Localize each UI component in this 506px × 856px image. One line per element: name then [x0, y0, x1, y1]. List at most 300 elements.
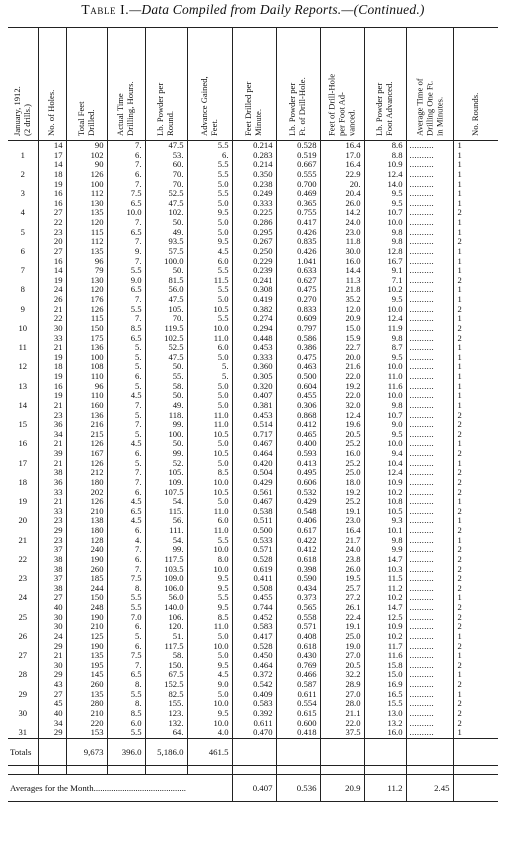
table-cell: 9.1 [364, 266, 406, 276]
table-cell: 2 [453, 468, 498, 478]
table-cell: 9.5 [187, 603, 232, 613]
table-cell: 14 [38, 160, 66, 170]
table-cell: 10.0 [187, 478, 232, 488]
column-header-line: No. Rounds. [469, 92, 480, 136]
table-cell: 5 [20, 227, 25, 237]
table-cell: 23 [38, 536, 66, 546]
table-cell: 2 [453, 555, 498, 565]
column-header [66, 28, 107, 141]
table-cell: 16.5 [364, 690, 406, 700]
table-cell: 55. [145, 372, 187, 382]
table-cell: 19.2 [320, 382, 364, 392]
table-cell: 10.2 [364, 488, 406, 498]
table-cell: 6.0 [187, 343, 232, 353]
table-cell: 6 [20, 246, 25, 256]
table-cell: 0.409 [232, 690, 276, 700]
table-cell: 6. [107, 449, 145, 459]
table-cell: 27.0 [320, 651, 364, 661]
table-cell: 117.5 [145, 642, 187, 652]
table-cell: 11.6 [364, 651, 406, 661]
table-cell: 21 [38, 305, 66, 315]
table-cell [8, 199, 38, 209]
table-cell: 5.0 [187, 497, 232, 507]
table-row [8, 334, 498, 344]
table-cell: 2 [453, 526, 498, 536]
table-cell: 7. [107, 141, 145, 151]
table-cell: 5.0 [187, 295, 232, 305]
column-header-line: (2 drills.) [21, 104, 32, 136]
column-header-label [77, 102, 97, 136]
table-cell: 5. [107, 430, 145, 440]
table-cell: 1 [453, 401, 498, 411]
table-cell: 0.455 [232, 593, 276, 603]
table-cell: 22.0 [320, 372, 364, 382]
table-cell: 105. [145, 468, 187, 478]
table-cell: 0.407 [232, 391, 276, 401]
table-cell: .......... [406, 391, 453, 401]
table-cell: 23.8 [320, 555, 364, 565]
table-cell: 33 [38, 507, 66, 517]
table-row [8, 305, 498, 315]
table-cell: 1 [453, 266, 498, 276]
table-cell: 0.448 [232, 334, 276, 344]
table-row [8, 670, 498, 680]
table-cell: 0.604 [276, 382, 320, 392]
table-cell: 106.0 [145, 584, 187, 594]
table-cell: .......... [406, 468, 453, 478]
table-row [8, 536, 498, 546]
table-cell: 21.7 [320, 536, 364, 546]
table-cell: 220 [66, 719, 107, 729]
table-cell: 30 [38, 661, 66, 671]
totals-label: Totals [8, 738, 38, 765]
totals-cell [453, 738, 498, 765]
table-cell: 9.5 [364, 295, 406, 305]
table-cell: 210 [66, 622, 107, 632]
table-cell: 7.5 [107, 189, 145, 199]
table-cell: 19.1 [320, 507, 364, 517]
table-cell [8, 488, 38, 498]
table-cell: 21 [38, 459, 66, 469]
table-cell: 1 [453, 218, 498, 228]
table-cell: 19.1 [320, 622, 364, 632]
column-header-label [288, 77, 308, 136]
table-cell: 18.0 [320, 478, 364, 488]
table-cell: 180 [66, 526, 107, 536]
table-cell: 2 [453, 565, 498, 575]
table-cell: 5.0 [187, 651, 232, 661]
column-header [276, 28, 320, 141]
table-cell: 115. [145, 507, 187, 517]
table-cell: 155. [145, 699, 187, 709]
table-cell: 23.0 [320, 516, 364, 526]
table-cell: .......... [406, 199, 453, 209]
table-cell: .......... [406, 189, 453, 199]
table-cell: 160 [66, 401, 107, 411]
table-cell: 33 [38, 334, 66, 344]
table-cell: 10.0 [364, 218, 406, 228]
table-cell: 0.590 [276, 574, 320, 584]
table-cell: .......... [406, 536, 453, 546]
table-cell: 0.583 [232, 699, 276, 709]
table-cell: 7. [107, 314, 145, 324]
table-cell: 2 [453, 622, 498, 632]
table-cell: .......... [406, 343, 453, 353]
table-row [8, 439, 498, 449]
table-cell: 2 [453, 478, 498, 488]
table-cell: 0.417 [232, 632, 276, 642]
table-cell: 0.412 [276, 420, 320, 430]
table-cell [8, 257, 38, 267]
table-cell: 126 [66, 305, 107, 315]
table-cell: 4.5 [187, 247, 232, 257]
table-row [8, 507, 498, 517]
table-cell: 10.5 [187, 488, 232, 498]
table-cell: 24 [38, 285, 66, 295]
table-cell: .......... [406, 728, 453, 738]
table-cell: 19 [38, 180, 66, 190]
table-cell: 1 [453, 189, 498, 199]
table-cell: 38 [38, 584, 66, 594]
table-cell: .......... [406, 295, 453, 305]
table-cell: 23 [38, 228, 66, 238]
table-cell: 0.360 [232, 362, 276, 372]
table-header [8, 28, 498, 141]
table-cell: 4.5 [187, 670, 232, 680]
table-cell: 10.0 [364, 439, 406, 449]
table-cell: 280 [66, 699, 107, 709]
table-title [0, 2, 506, 18]
table-cell: 60. [145, 160, 187, 170]
table-cell: 6. [187, 151, 232, 161]
table-cell: 0.283 [232, 151, 276, 161]
table-cell: 50. [145, 362, 187, 372]
table-cell: 2 [453, 507, 498, 517]
table-cell: 0.627 [276, 276, 320, 286]
table-cell: 0.833 [276, 305, 320, 315]
table-number: Table I. [81, 2, 130, 17]
table-row [8, 622, 498, 632]
averages-cell: 0.407 [232, 774, 276, 801]
table-cell: 5.0 [187, 199, 232, 209]
table-cell: 2 [453, 613, 498, 623]
table-cell: 19.2 [320, 488, 364, 498]
table-cell: 1 [453, 160, 498, 170]
table-cell: 22 [38, 314, 66, 324]
table-cell: 0.586 [276, 334, 320, 344]
table-cell: 7. [107, 468, 145, 478]
column-header [38, 28, 66, 141]
table-cell: 0.508 [232, 584, 276, 594]
table-cell: 0.533 [232, 536, 276, 546]
table-cell: 202 [66, 488, 107, 498]
table-cell: 1 [453, 632, 498, 642]
table-cell: 14.4 [320, 266, 364, 276]
averages-row [8, 774, 498, 801]
table-cell: 5.5 [187, 536, 232, 546]
table-cell: 10.2 [364, 593, 406, 603]
table-cell: 10.1 [364, 526, 406, 536]
table-cell: 0.565 [276, 603, 320, 613]
table-cell: 0.571 [276, 622, 320, 632]
table-row [8, 276, 498, 286]
table-cell: 14 [18, 400, 28, 410]
table-cell: 5.0 [187, 459, 232, 469]
table-row [8, 420, 498, 430]
table-cell: 130 [66, 276, 107, 286]
table-cell: 9.8 [364, 334, 406, 344]
table-cell: 29 [38, 526, 66, 536]
table-cell: 128 [66, 536, 107, 546]
table-cell: 0.408 [276, 632, 320, 642]
table-cell: 14.7 [364, 603, 406, 613]
table-cell: 5.5 [187, 314, 232, 324]
column-header-line: per Foot Ad- [336, 92, 347, 136]
table-cell: .......... [406, 449, 453, 459]
table-cell: 176 [66, 295, 107, 305]
table-cell: 216 [66, 420, 107, 430]
table-cell: 50. [145, 218, 187, 228]
table-cell: 8. [107, 699, 145, 709]
table-cell: .......... [406, 699, 453, 709]
table-cell: 0.429 [232, 478, 276, 488]
column-header-line: Drilling One Ft. [423, 80, 434, 136]
table-cell: 9.5 [187, 237, 232, 247]
table-cell: 10.3 [364, 565, 406, 575]
table-cell: 5. [107, 343, 145, 353]
table-row [8, 603, 498, 613]
table-cell: 5.5 [107, 728, 145, 738]
table-cell: .......... [406, 151, 453, 161]
table-cell: 8 [20, 285, 25, 295]
table-cell: .......... [406, 208, 453, 218]
table-cell: 11.6 [364, 382, 406, 392]
table-cell: 13 [18, 381, 28, 391]
table-cell: 22.4 [320, 613, 364, 623]
table-cell: .......... [406, 372, 453, 382]
table-cell: 70. [145, 314, 187, 324]
table-cell: 10.0 [364, 391, 406, 401]
table-cell: 12.4 [364, 468, 406, 478]
table-cell: 111. [145, 526, 187, 536]
table-cell: 1 [453, 170, 498, 180]
table-cell: 7. [107, 237, 145, 247]
table-cell: 150. [145, 661, 187, 671]
column-header [232, 28, 276, 141]
table-cell: 2 [453, 719, 498, 729]
table-cell [8, 314, 38, 324]
table-cell: 8.5 [107, 709, 145, 719]
table-cell: 50. [145, 439, 187, 449]
table-cell: 6.5 [107, 285, 145, 295]
table-cell: 47.5 [145, 199, 187, 209]
table-cell: 5. [187, 372, 232, 382]
table-cell: 5.0 [187, 382, 232, 392]
table-cell: .......... [406, 670, 453, 680]
column-header-line: Actual Time [115, 93, 125, 136]
column-header-line: Total Feet [75, 101, 86, 136]
table-cell: 0.868 [276, 411, 320, 421]
table-cell: 4.5 [107, 439, 145, 449]
table-cell: 38 [38, 468, 66, 478]
table-cell: 0.267 [232, 237, 276, 247]
table-cell: 0.418 [276, 728, 320, 738]
column-header [320, 28, 364, 141]
table-cell: 64. [145, 728, 187, 738]
column-header-line: Round. [164, 110, 175, 136]
table-cell: 11.8 [320, 237, 364, 247]
table-cell: 10.5 [187, 305, 232, 315]
table-cell: .......... [406, 574, 453, 584]
table-cell: 109.0 [145, 574, 187, 584]
table-cell: .......... [406, 555, 453, 565]
table-cell: 32.0 [320, 401, 364, 411]
table-cell: 30 [38, 613, 66, 623]
table-cell: 12.5 [364, 613, 406, 623]
table-cell: 0.469 [276, 189, 320, 199]
table-cell: 12.4 [320, 411, 364, 421]
table-cell: 15 [18, 420, 28, 430]
table-cell: 11.0 [187, 507, 232, 517]
column-header-line: Feet of Drill-Hole [326, 73, 337, 136]
table-cell: 0.611 [276, 690, 320, 700]
table-cell: 135 [66, 651, 107, 661]
table-cell: 57.5 [145, 247, 187, 257]
table-cell: 70. [145, 170, 187, 180]
table-cell: 10.7 [364, 411, 406, 421]
table-cell: .......... [406, 719, 453, 729]
table-cell: .......... [406, 613, 453, 623]
table-cell: 25 [18, 612, 28, 622]
table-cell: 0.365 [276, 199, 320, 209]
table-row [8, 411, 498, 421]
table-row [8, 199, 498, 209]
table-cell: 47.5 [145, 295, 187, 305]
table-cell: 1 [453, 257, 498, 267]
column-header-label [328, 74, 357, 136]
table-cell: 190 [66, 613, 107, 623]
table-row [8, 574, 498, 584]
table-cell: 2 [453, 699, 498, 709]
table-cell: 0.593 [276, 449, 320, 459]
table-cell: 126 [66, 459, 107, 469]
table-cell: 135 [66, 208, 107, 218]
table-cell: 105. [145, 305, 187, 315]
table-cell: 6.5 [107, 228, 145, 238]
totals-cell [364, 738, 406, 765]
table-cell: .......... [406, 180, 453, 190]
table-row [8, 237, 498, 247]
table-cell: .......... [406, 488, 453, 498]
table-cell: 120. [145, 622, 187, 632]
table-cell: 7. [107, 218, 145, 228]
table-cell: 0.619 [232, 565, 276, 575]
table-cell: 70. [145, 180, 187, 190]
table-cell [8, 218, 38, 228]
table-cell [8, 237, 38, 247]
table-cell: 11.9 [364, 324, 406, 334]
table-cell: 9.5 [187, 709, 232, 719]
table-cell: 1 [453, 362, 498, 372]
table-cell: 210 [66, 507, 107, 517]
column-header-label [471, 93, 481, 136]
table-cell: 12.4 [364, 170, 406, 180]
table-cell: 0.514 [232, 420, 276, 430]
table-cell: 31 [18, 728, 28, 738]
table-cell: 106. [145, 613, 187, 623]
table-cell: 5.5 [187, 285, 232, 295]
table-cell: 0.528 [276, 141, 320, 151]
table-cell: 1 [453, 228, 498, 238]
table-cell: 153 [66, 728, 107, 738]
table-cell: 0.633 [276, 266, 320, 276]
table-cell: 0.320 [232, 382, 276, 392]
table-cell: 24.0 [320, 545, 364, 555]
table-cell: 82.5 [145, 690, 187, 700]
totals-cell [406, 738, 453, 765]
table-cell: .......... [406, 632, 453, 642]
table-cell: 167 [66, 449, 107, 459]
table-cell: 1 [453, 439, 498, 449]
table-cell: .......... [406, 170, 453, 180]
table-cell: 0.528 [232, 642, 276, 652]
table-cell: 21 [38, 401, 66, 411]
table-cell: .......... [406, 690, 453, 700]
table-cell: 0.430 [276, 651, 320, 661]
table-cell: 0.618 [276, 642, 320, 652]
table-cell: 7. [107, 160, 145, 170]
table-cell: 120 [66, 285, 107, 295]
table-cell: 0.667 [276, 160, 320, 170]
table-cell: 2 [453, 305, 498, 315]
table-cell: 190 [66, 555, 107, 565]
table-cell: 0.611 [232, 719, 276, 729]
table-cell: 0.548 [276, 507, 320, 517]
table-row [8, 497, 498, 507]
table-cell: 0.453 [232, 411, 276, 421]
table-cell: 81.5 [145, 276, 187, 286]
table-cell: 34 [38, 430, 66, 440]
table-cell: 18 [38, 362, 66, 372]
table-cell: 25.7 [320, 584, 364, 594]
table-row [8, 555, 498, 565]
table-cell: 2 [453, 680, 498, 690]
table-cell: 0.250 [232, 247, 276, 257]
table-cell: 102.5 [145, 334, 187, 344]
table-cell: 30.0 [320, 247, 364, 257]
table-cell: 20.9 [320, 314, 364, 324]
table-cell: 1 [453, 353, 498, 363]
table-cell: 0.333 [232, 199, 276, 209]
table-cell: 109. [145, 478, 187, 488]
table-cell: 0.294 [232, 324, 276, 334]
table-cell [8, 180, 38, 190]
table-cell: 0.295 [232, 228, 276, 238]
table-cell: 25.0 [320, 632, 364, 642]
table-cell: 16 [38, 199, 66, 209]
table-cell: 20.0 [320, 353, 364, 363]
table-cell: 47.5 [145, 141, 187, 151]
table-cell: 27 [38, 690, 66, 700]
table-cell: 0.305 [232, 372, 276, 382]
table-cell: 126 [66, 439, 107, 449]
table-cell: 9. [107, 247, 145, 257]
table-cell: 49. [145, 228, 187, 238]
table-cell: 9.5 [187, 661, 232, 671]
table-cell: 11.0 [187, 411, 232, 421]
table-cell: 45 [38, 699, 66, 709]
table-cell: 244 [66, 584, 107, 594]
